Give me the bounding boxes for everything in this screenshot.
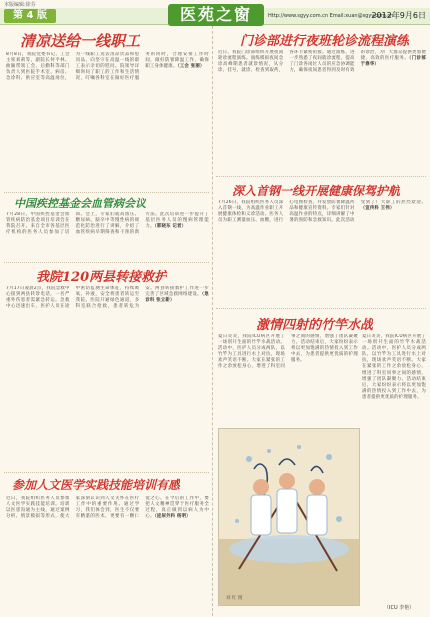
article-1-signature: （工会 张丽）	[177, 64, 205, 70]
article-7-body-continued	[362, 334, 426, 596]
section-divider	[216, 308, 426, 309]
article-2-signature: （郭晓东 记者）	[154, 224, 187, 230]
editor-note: 本版编辑:徐芬	[4, 2, 36, 8]
article-7-text-continued: 夏日炎炎，我院ICU病区开展了一场别开生面的竹竿水战活动。活动中，医护人员分成两队，以竹竿为工具进行水上对抗，现场欢声笑语不断。大家在紧张的工作之余放松身心，增进了科室同事之间的感情，增强了团队凝聚力。活动结束后，大家纷纷表示将以更加饱满的热情投入到工作中去，为患者提供更优质的护理服务。	[362, 334, 426, 400]
photo-illustration	[219, 429, 359, 605]
article-5-title: 门诊部进行夜班轮诊流程演练	[240, 34, 410, 49]
article-4-title: 参加人文医学实践技能培训有感	[12, 478, 181, 492]
page-number-label: 第 4 版	[4, 9, 56, 23]
article-7-title: 激情四射的竹竿水战	[256, 318, 374, 333]
article-7-text: 夏日炎炎，我院ICU病区开展了一场别开生面的竹竿水战活动。活动中，医护人员分成两队，以竹竿为工具进行水上对抗，现场欢声笑语不断。大家在紧张的工作之余放松身心，增进了科室同事之间的感情，增强了团队凝聚力。活动结束后，大家纷纷表示将以更加饱满的热情投入到工作中去，为患者提供更优质的护理服务。	[218, 334, 358, 370]
article-3-text: 7月17日凌晨2点，我院急救中心接到两县转诊电话，一名严重外伤患者需紧急转运。急救中心迅速出车，医护人员在途中密切监测生命体征，持续吸氧、补液，安全将患者转运至我院。医院开通绿色通道，多科室联合抢救，患者转危为安。两县转接救护工作进一步完善了区域急救网络建设。	[6, 286, 209, 310]
article-5-body	[218, 50, 426, 174]
issue-date: 2012年9月6日	[371, 11, 426, 20]
article-6-body	[218, 200, 426, 306]
article-3-body	[6, 286, 209, 470]
article-1-body	[6, 52, 209, 190]
article-2-title: 中国疾控基金会血管病会议	[14, 197, 146, 210]
article-2-body	[6, 212, 209, 260]
column-masthead: 医苑之窗	[168, 4, 264, 26]
article-7-signature: （ICU 李艳）	[384, 605, 415, 611]
article-4-text: 近日，我院组织医务人员参加人文医学实践技能培训。培训以医患沟通为主线，通过案例分析、情景模拟等形式，使大家深刻认识到人文关怀在医疗工作中的重要作用。通过学习，我们体会到，医生不仅要有精湛的医术，更要有一颗仁爱之心。在今后的工作中，要把人文精神贯穿于医疗服务全过程，真正做到以病人为中心。	[6, 496, 209, 520]
article-7-body	[218, 334, 358, 424]
article-4-signature: （泌尿外科 杨明）	[154, 514, 191, 520]
column-divider	[212, 26, 213, 616]
section-divider	[4, 262, 209, 263]
section-divider	[216, 176, 426, 177]
article-6-signature: （宣传科 王伟）	[360, 206, 395, 212]
article-3-title: 我院120两县转接救护	[36, 270, 168, 285]
section-divider	[4, 192, 209, 193]
web-email-line: Http://www.sgyy.com.cn Email:xuan@sgyy.com.cn	[268, 13, 394, 19]
article-6-title: 深入首钢一线开展健康保驾护航	[232, 184, 401, 198]
article-2-text: 7月28日，中国疾控基金会血管疾病防治基金项目培训会在我院召开。来自全市各基层医疗机构的医务人员参加了培训。会上，专家们就高血压、糖尿病、脑卒中等慢性病的规范化防治进行了讲解，介绍了血管疾病早期筛查和干预的新方法。此次培训进一步提升了基层医务人员的慢病管理能力。	[6, 212, 209, 236]
water-fight-photo	[218, 428, 360, 606]
article-1-title: 清凉送给一线职工	[20, 32, 141, 50]
section-divider	[4, 472, 209, 473]
photo-credit: 刘 红 摄	[226, 596, 243, 601]
article-4-body	[6, 496, 209, 614]
article-6-text: 7月26日，我院组织医务人员深入首钢一线，为高温作业职工开展健康体检和义诊活动。医务人员为职工测量血压、血糖，进行心电图检查，并发放防暑降温药品和健康宣传资料。专家们针对高温作业的特点，详细讲解了中暑的预防和急救知识。此次活动受到了广大职工的热烈欢迎。	[218, 200, 426, 224]
article-5-signature: （门诊部 于春华）	[360, 56, 426, 68]
article-1-text: 8月8日，我院党委书记、工会主席刘莉等，副院长何平林、曲颖带领工会、后勤科等部门负责人到医院手术室、病房、急诊科、供应室等高温岗位，为一线职工送去清凉饮品和慰问品，向坚守在高温一线的职工表示亲切的慰问。院领导详细询问了职工的工作和生活情况，叮嘱各科室在做好医疗服务的同时，合理安排工作时间，做好防暑降温工作，确保职工身体健康。	[6, 52, 209, 82]
article-5-text: 近日，我院门诊部组织开展夜间轮诊流程演练。演练模拟夜间急诊高峰期患者就诊情况，从分诊、挂号、就诊、检查到取药，各环节紧密衔接。通过演练，进一步熟悉了夜间就诊流程，提高了门诊各岗位人员的应急协调能力，确保夜间患者得到及时有效的诊治，为广大群众提供更加便捷、高效的医疗服务。	[218, 50, 426, 74]
article-3-signature: （急诊科 张立新）	[145, 292, 209, 304]
